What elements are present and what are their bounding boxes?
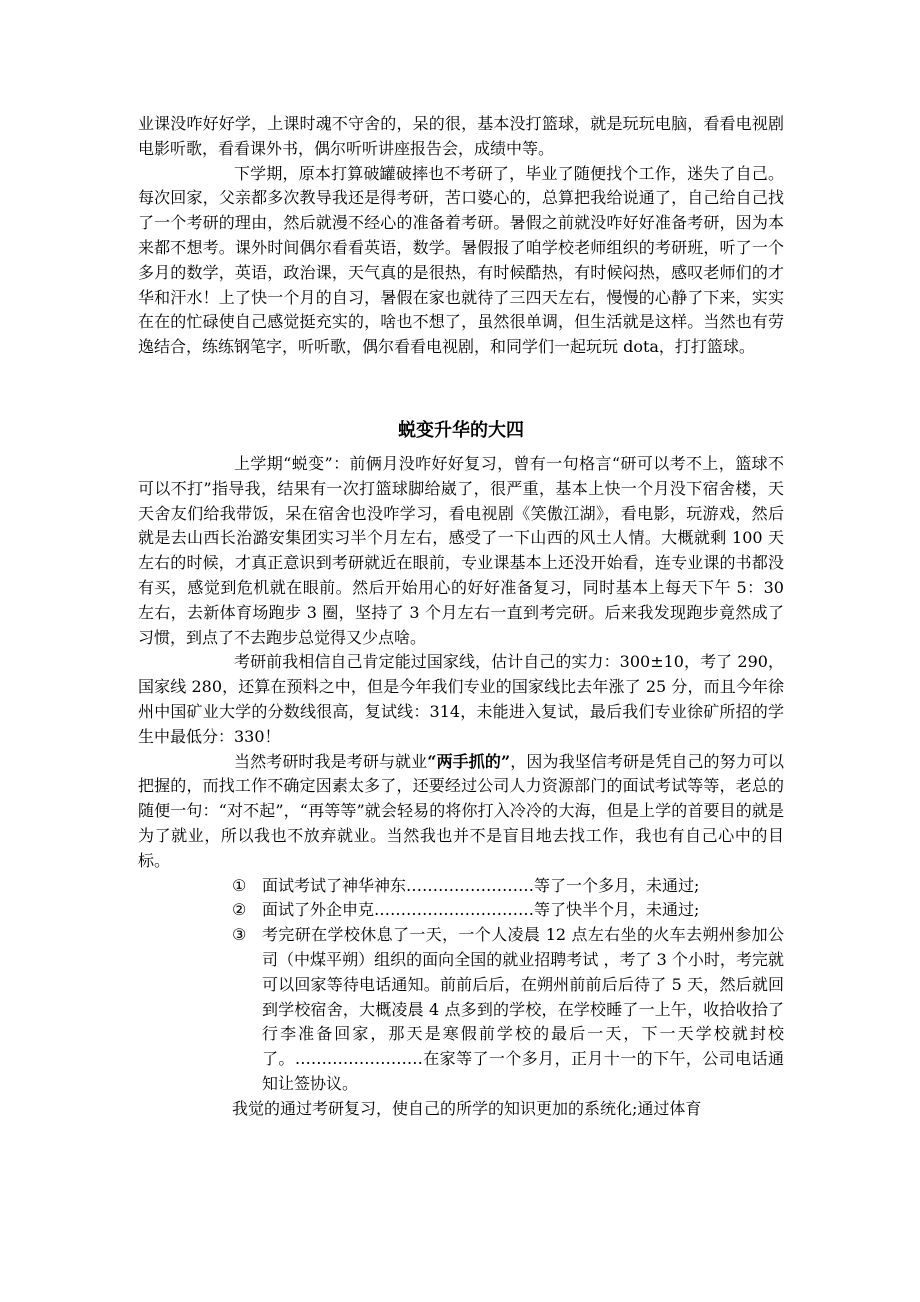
numbered-list xyxy=(138,874,784,1097)
list-item xyxy=(232,923,784,1097)
paragraph-5-bold: “两手抓的” xyxy=(427,751,511,771)
paragraph-5-end: ，因为我坚信考研是凭自己的努力可以把握的，而找工作不确定因素太多了，还要经过公司人力资源部门的面试考试等等，老总的随便一句：“对不起”，“再等等”就会轻易的将你打入冷冷的大海，但是上学的首要目的就是为了就业，所以我也不放弃就业。当然我也并不是盲目地去找工作，我也有自己心中的目标。 xyxy=(138,751,784,870)
paragraph-2: 下学期，原本打算破罐破摔也不考研了，毕业了随便找个工作，迷失了自己。每次回家，父亲都多次教导我还是得考研，苦口婆心的，总算把我给说通了，自己给自己找了一个考研的理由，然后就漫不经心的准备着考研。暑假之前就没咋好好准备考研，因为本来都不想考。课外时间偶尔看看英语，数学。暑假报了咱学校老师组织的考研班，听了一个多月的数学，英语，政治课，天气真的是很热，有时候酷热，有时候闷热，感叹老师们的才华和汗水！上了快一个月的自习，暑假在家也就待了三四天左右，慢慢的心静了下来，实实在在的忙碌使自己感觉挺充实的，啥也不想了，虽然很单调，但生活就是这样。当然也有劳逸结合，练练钢笔字，听听歌，偶尔看看电视剧，和同学们一起玩玩 dota，打打篮球。 xyxy=(138,163,784,357)
document-page xyxy=(138,112,784,1121)
paragraph-1: 业课没咋好好学，上课时魂不守舍的，呆的很，基本没打篮球，就是玩玩电脑，看看电视剧电影听歌，看看课外书，偶尔听听讲座报告会，成绩中等。 xyxy=(138,114,784,158)
list-number: ① xyxy=(232,875,247,895)
paragraph-3: 上学期“蜕变”：前俩月没咋好好复习，曾有一句格言“研可以考不上，篮球不可以不打”指导我，结果有一次打篮球脚给崴了，很严重，基本上快一个月没下宿舍楼，天天舍友们给我带饭，呆在宿舍也没咋学习，看电视剧《笑傲江湖》，看电影，玩游戏，然后就是去山西长治潞安集团实习半个月左右，感受了一下山西的风土人情。大概就剩 100 天左右的时候，才真正意识到考研就近在眼前，专业课基本上还没开始看，连专业课的书都没有买，感觉到危机就在眼前。然后开始用心的好好准备复习，同时基本上每天下午 5：30 左右，去新体育场跑步 3 圈，坚持了 3 个月左右一直到考完研。后来我发现跑步竟然成了习惯，到点了不去跑步总觉得又少点啥。 xyxy=(138,453,784,647)
paragraph-4: 考研前我相信自己肯定能过国家线，估计自己的实力：300±10，考了 290，国家线 280，还算在预料之中，但是今年我们专业的国家线比去年涨了 25 分，而且今年徐州中国矿业大学的分数线很高，复试线：314，未能进入复试，最后我们专业徐矿所招的学生中最低分：330！ xyxy=(138,652,784,746)
paragraph-5-start: 当然考研时我是考研与就业 xyxy=(234,751,428,771)
list-item xyxy=(232,898,784,923)
paragraph-5 xyxy=(138,750,784,874)
section-heading: 蜕变升华的大四 xyxy=(398,419,524,441)
list-text: 面试了外企申克…………………………等了快半个月，未通过; xyxy=(262,900,700,920)
list-number: ③ xyxy=(232,925,247,945)
list-item xyxy=(232,874,784,899)
list-number: ② xyxy=(232,900,247,920)
paragraph-6: 我觉的通过考研复习，使自己的所学的知识更加的系统化;通过体育 xyxy=(232,1098,702,1118)
list-text: 面试考试了神华神东……………………等了一个多月，未通过; xyxy=(262,875,700,895)
list-text: 考完研在学校休息了一天，一个人凌晨 12 点左右坐的火车去朔州参加公司（中煤平朔）组织的面向全国的就业招聘考试 ，考了 3 个小时，考完就可以回家等待电话通知。前前后后，在朔州前前后后待了 5 天，然后就回到学校宿舍，大概凌晨 4 点多到的学校，在学校睡了一上午，收拾收拾了行李准备回家，那天是寒假前学校的最后一天，下一天学校就封校了。……………………在家等了一个多月，正月十一的下午，公司电话通知让签协议。 xyxy=(262,925,784,1093)
